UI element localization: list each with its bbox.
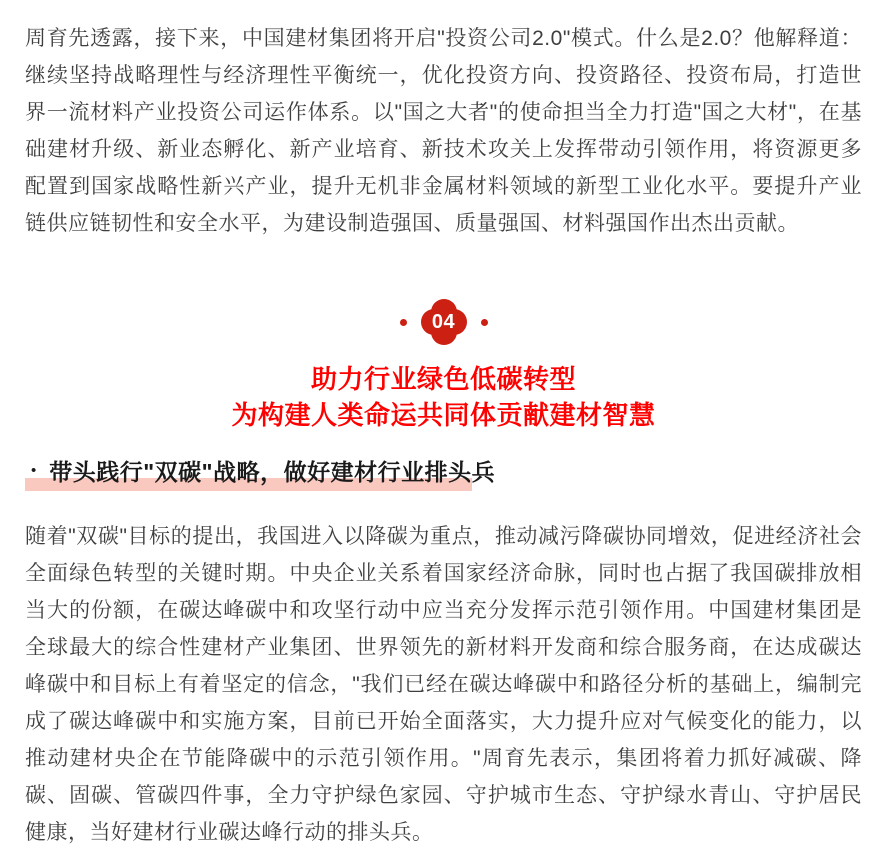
section-marker <box>25 299 862 345</box>
paragraph-investment-2.0: 周育先透露，接下来，中国建材集团将开启"投资公司2.0"模式。什么是2.0？他解释道：继续坚持战略理性与经济理性平衡统一，优化投资方向、投资路径、投资布局，打造世界一流材料产业投资公司运作体系。以"国之大者"的使命担当全力打造"国之大材"，在基础建材升级、新业态孵化、新产业培育、新技术攻关上发挥带动引领作用，将资源更多配置到国家战略性新兴产业，提升无机非金属材料领域的新型工业化水平。要提升产业链供应链韧性和安全水平，为建设制造强国、质量强国、材料强国作出杰出贡献。 <box>25 27 862 235</box>
marker-dot-left-icon <box>400 319 407 326</box>
bullet-icon: • <box>31 462 37 479</box>
section-title <box>25 361 862 433</box>
section-title-line2: 为构建人类命运共同体贡献建材智慧 <box>231 400 656 430</box>
subheading-text: 带头践行"双碳"战略，做好建材行业排头兵 <box>49 459 496 485</box>
section-number-badge <box>421 299 467 345</box>
section-title-line1: 助力行业绿色低碳转型 <box>310 364 576 394</box>
subheading-double-carbon <box>25 451 862 490</box>
marker-dot-right-icon <box>481 319 488 326</box>
paragraph-double-carbon: 随着"双碳"目标的提出，我国进入以降碳为重点，推动减污降碳协同增效，促进经济社会全面绿色转型的关键时期。中央企业关系着国家经济命脉，同时也占据了我国碳排放相当大的份额，在碳达峰碳中和攻坚行动中应当充分发挥示范引领作用。中国建材集团是全球最大的综合性建材产业集团、世界领先的新材料开发商和综合服务商，在达成碳达峰碳中和目标上有着坚定的信念，"我们已经在碳达峰碳中和路径分析的基础上，编制完成了碳达峰碳中和实施方案，目前已开始全面落实，大力提升应对气候变化的能力，以推动建材央企在节能降碳中的示范引领作用。"周育先表示，集团将着力抓好减碳、降碳、固碳、管碳四件事，全力守护绿色家园、守护城市生态、守护绿水青山、守护居民健康，当好建材行业碳达峰行动的排头兵。 <box>25 525 862 844</box>
section-number: 04 <box>431 310 456 333</box>
